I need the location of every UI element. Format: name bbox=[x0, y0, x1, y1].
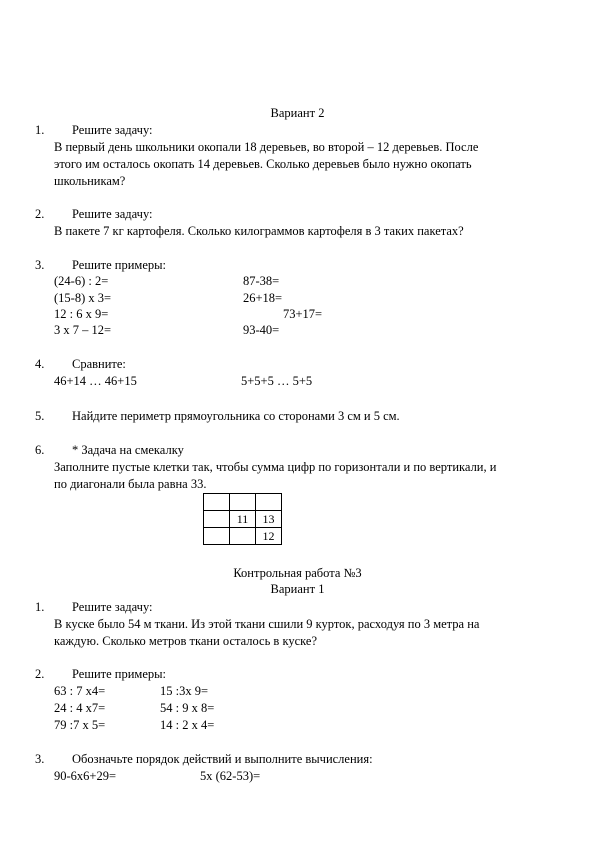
task-text-line: по диагонали была равна 33. bbox=[54, 477, 207, 491]
task-heading: Сравните: bbox=[72, 357, 126, 371]
example-left: 3 х 7 – 12= bbox=[54, 323, 112, 337]
task-number: 2. bbox=[35, 667, 45, 681]
task-text-line: В куске было 54 м ткани. Из этой ткани сшили 9 курток, расходуя по 3 метра на bbox=[54, 617, 480, 631]
task-heading: * Задача на смекалку bbox=[72, 443, 184, 457]
task-number: 3. bbox=[35, 752, 45, 766]
example-right: 54 : 9 х 8= bbox=[160, 701, 215, 715]
example-right: 93-40= bbox=[243, 323, 280, 337]
expression-right: 5х (62-53)= bbox=[200, 769, 261, 783]
example-right: 73+17= bbox=[283, 307, 323, 321]
example-left: 63 : 7 х4= bbox=[54, 684, 106, 698]
example-left: (15-8) х 3= bbox=[54, 291, 112, 305]
example-left: (24-6) : 2= bbox=[54, 274, 109, 288]
grid-row bbox=[204, 511, 282, 528]
grid-cell bbox=[230, 494, 256, 511]
example-right: 15 :3х 9= bbox=[160, 684, 209, 698]
grid-cell bbox=[230, 528, 256, 545]
magic-square-grid bbox=[203, 493, 282, 545]
task-text-line: В первый день школьники окопали 18 деревьев, во второй – 12 деревьев. После bbox=[54, 140, 479, 154]
grid-cell bbox=[204, 511, 230, 528]
grid-cell bbox=[204, 494, 230, 511]
task-heading: Обозначьте порядок действий и выполните вычисления: bbox=[72, 752, 373, 766]
variant-2-title: Вариант 2 bbox=[270, 106, 325, 120]
task-text-line: этого им осталось окопать 14 деревьев. Сколько деревьев было нужно окопать bbox=[54, 157, 472, 171]
grid-cell: 13 bbox=[256, 511, 282, 528]
task-heading: Решите задачу: bbox=[72, 207, 153, 221]
task-number: 1. bbox=[35, 600, 45, 614]
grid-row bbox=[204, 494, 282, 511]
task-text-line: школьникам? bbox=[54, 174, 126, 188]
example-left: 12 : 6 х 9= bbox=[54, 307, 109, 321]
example-right: 26+18= bbox=[243, 291, 283, 305]
compare-right: 5+5+5 … 5+5 bbox=[241, 374, 313, 388]
grid-row bbox=[204, 528, 282, 545]
grid-cell: 11 bbox=[230, 511, 256, 528]
task-number: 6. bbox=[35, 443, 45, 457]
task-number: 3. bbox=[35, 258, 45, 272]
grid-cell bbox=[204, 528, 230, 545]
task-heading: Решите задачу: bbox=[72, 123, 153, 137]
task-text-line: каждую. Сколько метров ткани осталось в куске? bbox=[54, 634, 318, 648]
task-text-line: Найдите периметр прямоугольника со сторонами 3 см и 5 см. bbox=[72, 409, 400, 423]
task-number: 1. bbox=[35, 123, 45, 137]
task-text-line: В пакете 7 кг картофеля. Сколько килограммов картофеля в 3 таких пакетах? bbox=[54, 224, 464, 238]
task-number: 2. bbox=[35, 207, 45, 221]
variant-1-title: Вариант 1 bbox=[270, 582, 325, 596]
example-right: 87-38= bbox=[243, 274, 280, 288]
task-heading: Решите примеры: bbox=[72, 258, 166, 272]
example-left: 79 :7 х 5= bbox=[54, 718, 106, 732]
grid-cell: 12 bbox=[256, 528, 282, 545]
task-text-line: Заполните пустые клетки так, чтобы сумма цифр по горизонтали и по вертикали, и bbox=[54, 460, 497, 474]
grid-cell bbox=[256, 494, 282, 511]
example-right: 14 : 2 х 4= bbox=[160, 718, 215, 732]
test-title: Контрольная работа №3 bbox=[233, 566, 362, 580]
task-number: 4. bbox=[35, 357, 45, 371]
task-heading: Решите примеры: bbox=[72, 667, 166, 681]
task-heading: Решите задачу: bbox=[72, 600, 153, 614]
task-number: 5. bbox=[35, 409, 45, 423]
example-left: 24 : 4 х7= bbox=[54, 701, 106, 715]
expression-left: 90-6х6+29= bbox=[54, 769, 117, 783]
compare-left: 46+14 … 46+15 bbox=[54, 374, 137, 388]
